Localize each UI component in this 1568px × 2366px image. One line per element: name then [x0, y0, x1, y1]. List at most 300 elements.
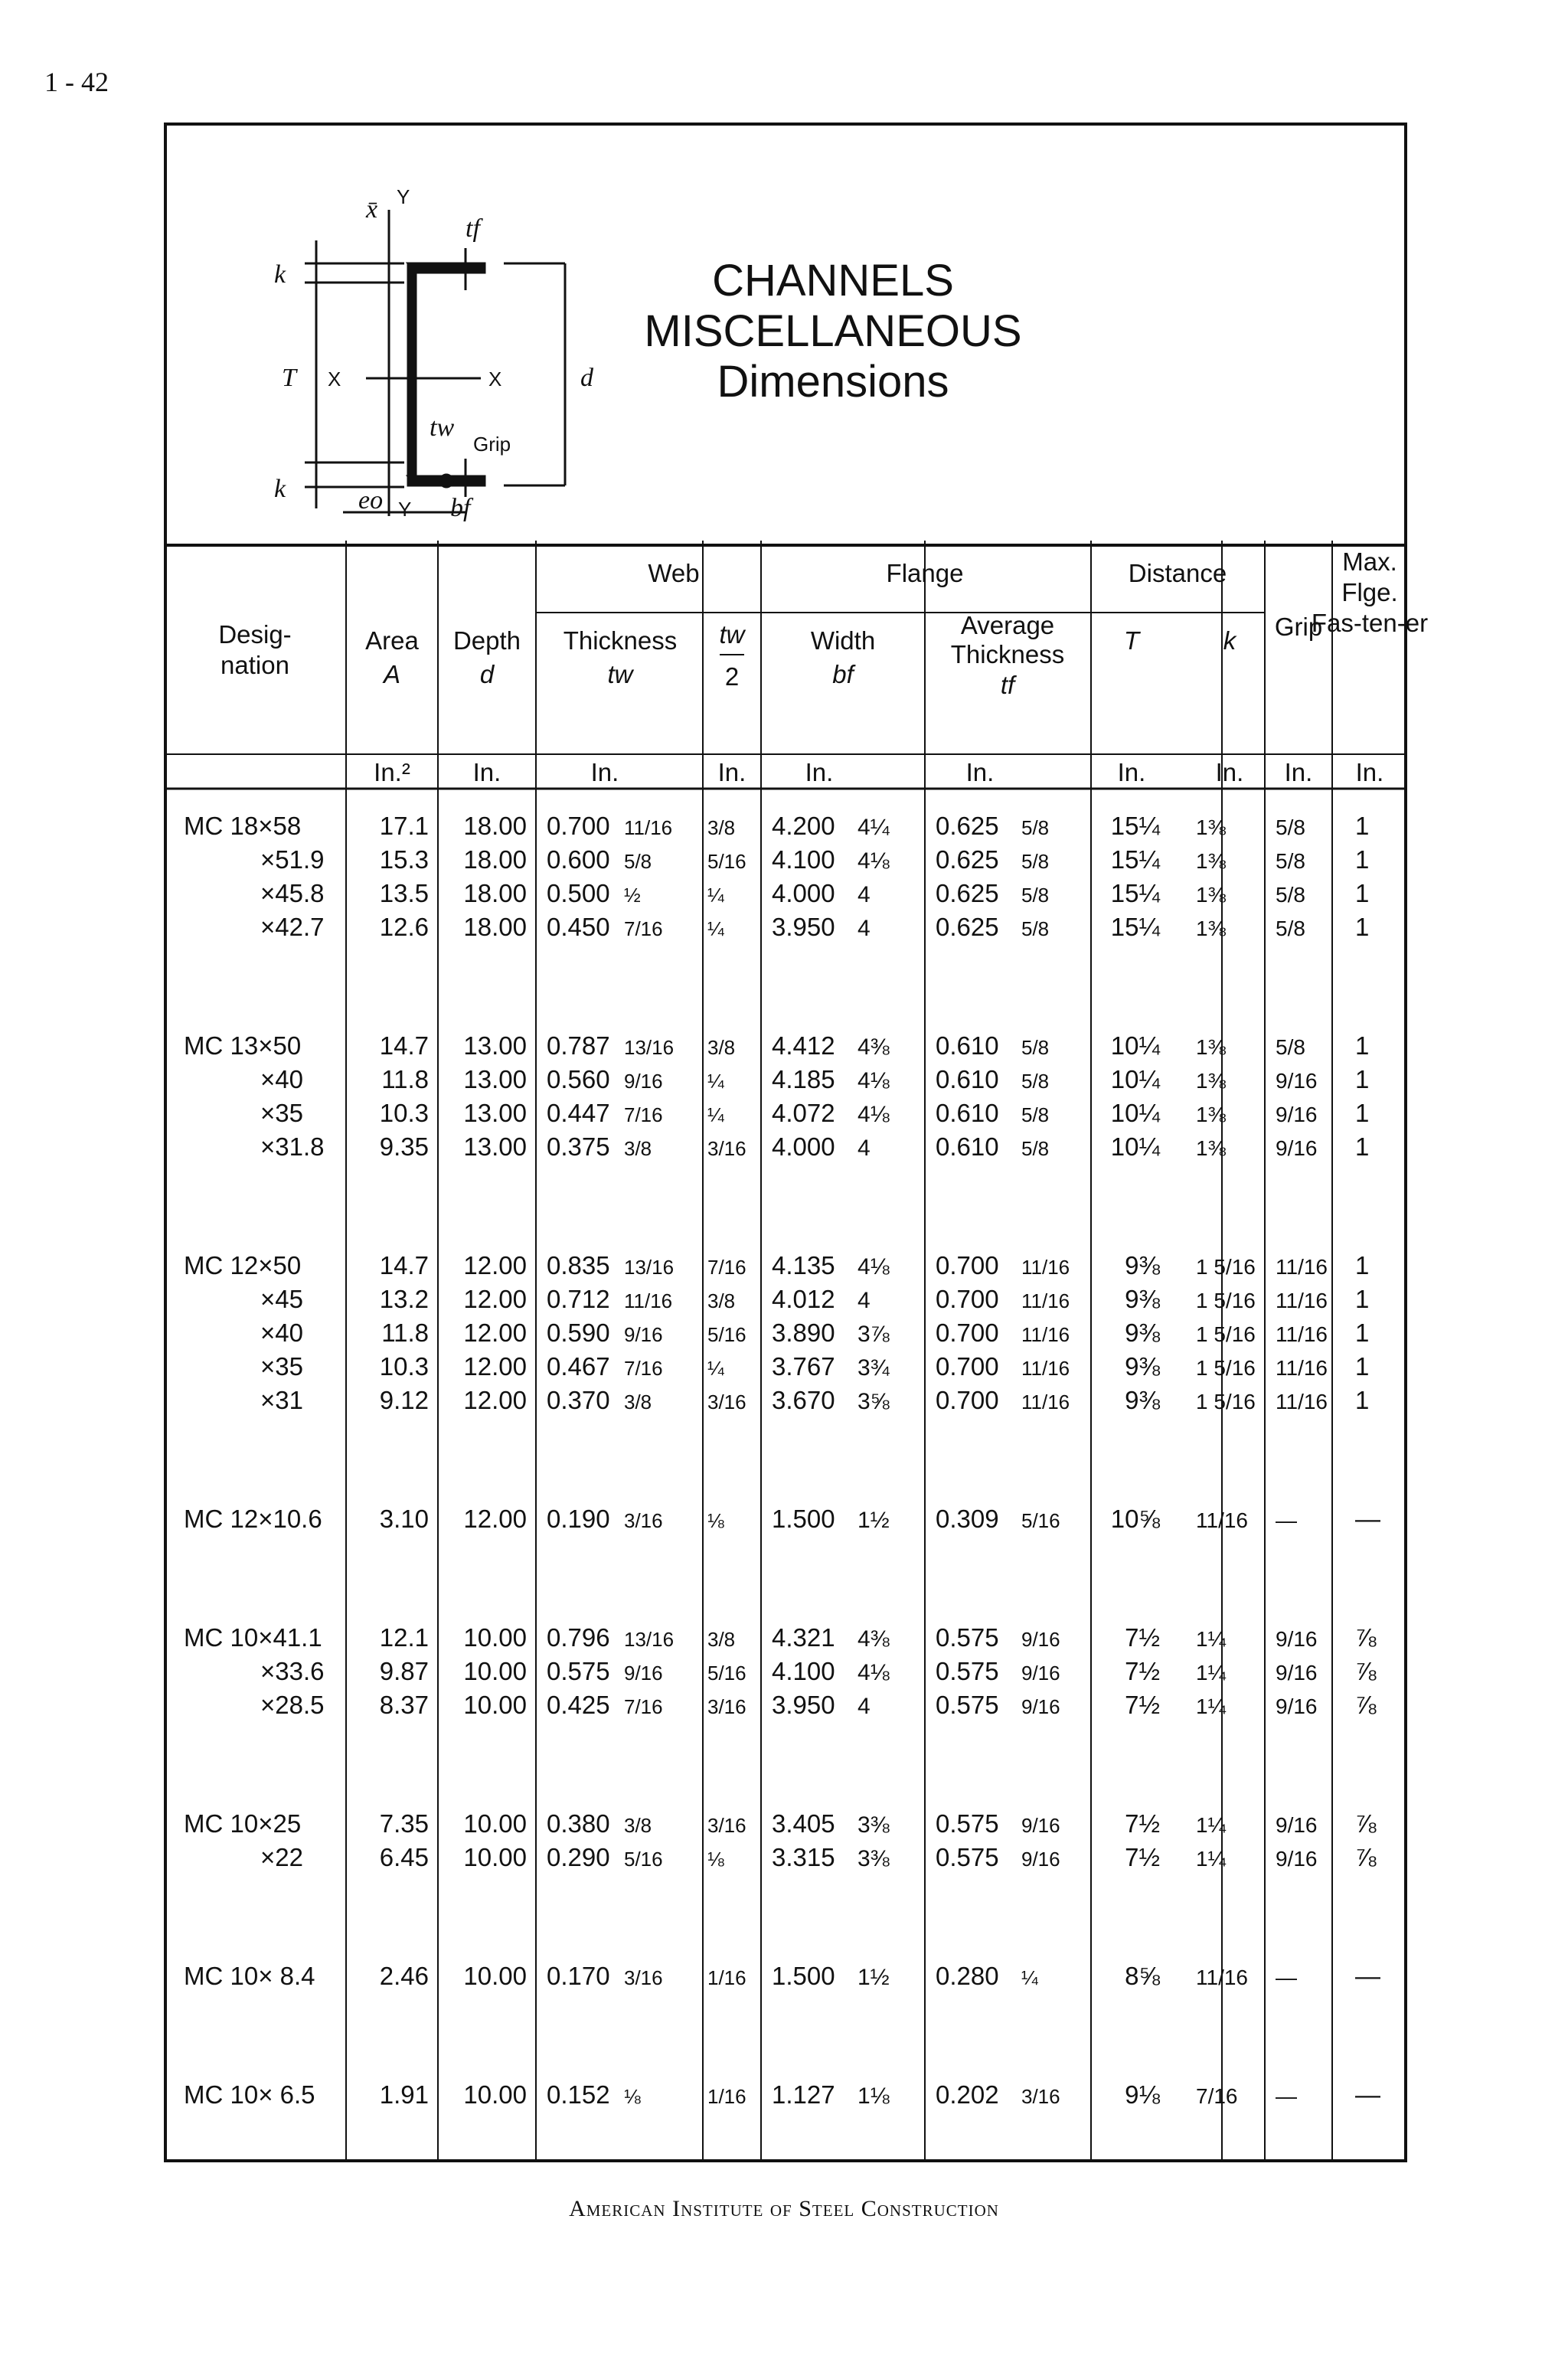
row-flange-thickness: 0.610: [936, 1132, 999, 1161]
row-flange-thickness: 0.575: [936, 1809, 999, 1838]
row-web-thickness: 0.835: [547, 1251, 610, 1279]
row-flange-width: 4.135: [772, 1251, 835, 1279]
row-distance-k: 1¼: [1196, 1847, 1226, 1871]
row-distance-T: 7½: [1125, 1843, 1160, 1871]
row-flange-width-fraction: 3⅜: [858, 1846, 890, 1871]
row-flange-width-fraction: 4⅛: [858, 1102, 890, 1127]
row-flange-thickness-fraction: 11/16: [1021, 1256, 1070, 1279]
fig-label-T: T: [282, 364, 296, 392]
row-grip: 5/8: [1276, 849, 1305, 873]
row-web-thickness-fraction: 3/16: [624, 1966, 663, 1989]
row-flange-thickness: 0.700: [936, 1352, 999, 1381]
row-designation: MC 12×10.6: [184, 1505, 322, 1533]
row-distance-T: 10¼: [1110, 1031, 1160, 1060]
row-flange-thickness: 0.700: [936, 1319, 999, 1347]
row-flange-width-fraction: 4⅜: [858, 1034, 890, 1060]
row-distance-k: 1¼: [1196, 1661, 1226, 1685]
row-web-thickness-fraction: 13/16: [624, 1036, 675, 1059]
row-depth: 12.00: [463, 1285, 527, 1313]
fig-label-d: d: [580, 364, 593, 392]
row-web-thickness-fraction: 3/8: [624, 1137, 652, 1160]
row-designation: ×42.7: [260, 913, 325, 941]
row-grip: 9/16: [1276, 1661, 1318, 1685]
row-grip: 11/16: [1276, 1356, 1328, 1380]
row-flange-width: 1.500: [772, 1505, 835, 1533]
row-distance-k: 1⅜: [1196, 883, 1226, 907]
row-grip: 9/16: [1276, 1847, 1318, 1871]
header-fastener-2: Flge.: [1341, 578, 1398, 606]
header-area: Area: [365, 626, 419, 655]
row-depth: 13.00: [463, 1099, 527, 1127]
row-fastener: 1: [1355, 1065, 1370, 1093]
header-flange: Flange: [886, 559, 964, 587]
row-designation: ×28.5: [260, 1691, 325, 1719]
row-tw-half: 3/16: [707, 1137, 746, 1160]
row-flange-thickness: 0.700: [936, 1386, 999, 1414]
row-grip: —: [1276, 2084, 1297, 2108]
header-avg-thickness-1: Average: [960, 611, 1055, 639]
units-label: In.: [805, 758, 834, 786]
row-flange-width-fraction: 4⅛: [858, 1254, 890, 1279]
row-web-thickness: 0.290: [547, 1843, 610, 1871]
row-flange-thickness: 0.575: [936, 1691, 999, 1719]
row-distance-k: 1¼: [1196, 1627, 1226, 1651]
row-flange-width: 4.185: [772, 1065, 835, 1093]
row-area: 9.35: [379, 1132, 429, 1161]
row-web-thickness: 0.370: [547, 1386, 610, 1414]
row-designation: ×22: [260, 1843, 303, 1871]
row-web-thickness: 0.467: [547, 1352, 610, 1381]
header-designation-2: nation: [220, 651, 289, 679]
row-web-thickness: 0.425: [547, 1691, 610, 1719]
row-fastener: ⅞: [1355, 1691, 1377, 1719]
row-fastener: —: [1355, 1505, 1380, 1533]
row-fastener: 1: [1355, 1285, 1370, 1313]
row-depth: 10.00: [463, 1657, 527, 1685]
row-distance-T: 9⅛: [1125, 2080, 1160, 2109]
units-label: In.: [1215, 758, 1244, 786]
fig-label-tw: tw: [430, 413, 455, 442]
row-web-thickness-fraction: 5/16: [624, 1848, 663, 1871]
row-distance-k: 1 5/16: [1196, 1289, 1256, 1312]
row-area: 6.45: [379, 1843, 429, 1871]
row-fastener: 1: [1355, 913, 1370, 941]
row-area: 13.5: [379, 879, 429, 907]
row-designation: ×45.8: [260, 879, 325, 907]
row-flange-thickness: 0.625: [936, 913, 999, 941]
row-distance-T: 9⅜: [1125, 1285, 1160, 1313]
units-label: In.: [965, 758, 995, 786]
row-flange-width: 1.127: [772, 2080, 835, 2109]
row-flange-thickness-fraction: 5/8: [1021, 1036, 1050, 1059]
header-k: k: [1223, 626, 1236, 655]
row-flange-thickness: 0.625: [936, 845, 999, 874]
row-distance-T: 10¼: [1110, 1065, 1160, 1093]
row-web-thickness: 0.447: [547, 1099, 610, 1127]
row-web-thickness-fraction: 7/16: [624, 1695, 663, 1718]
row-area: 3.10: [379, 1505, 429, 1533]
row-grip: 5/8: [1276, 1035, 1305, 1059]
row-distance-T: 9⅜: [1125, 1352, 1160, 1381]
row-distance-k: 1⅜: [1196, 1069, 1226, 1093]
row-flange-thickness: 0.280: [936, 1962, 999, 1990]
row-flange-thickness-fraction: 5/8: [1021, 850, 1050, 873]
row-flange-thickness-fraction: 5/8: [1021, 917, 1050, 940]
row-fastener: ⅞: [1355, 1657, 1377, 1685]
row-distance-T: 10¼: [1110, 1099, 1160, 1127]
row-flange-width-fraction: 3¾: [858, 1355, 890, 1381]
row-web-thickness-fraction: 9/16: [624, 1070, 663, 1093]
header-grip: Grip: [1274, 613, 1323, 641]
row-flange-width: 4.200: [772, 812, 835, 840]
fig-label-x-right: X: [488, 368, 502, 391]
row-area: 7.35: [379, 1809, 429, 1838]
row-distance-k: 1 5/16: [1196, 1255, 1256, 1279]
row-flange-width: 4.000: [772, 879, 835, 907]
row-area: 9.12: [379, 1386, 429, 1414]
row-distance-T: 9⅜: [1125, 1251, 1160, 1279]
row-designation: ×40: [260, 1065, 303, 1093]
row-grip: 5/8: [1276, 815, 1305, 839]
header-avg-thickness-2: Thickness: [950, 640, 1065, 668]
row-distance-T: 7½: [1125, 1691, 1160, 1719]
row-depth: 13.00: [463, 1132, 527, 1161]
row-tw-half: 3/8: [707, 1289, 736, 1312]
row-depth: 10.00: [463, 2080, 527, 2109]
row-depth: 12.00: [463, 1352, 527, 1381]
row-flange-width: 3.670: [772, 1386, 835, 1414]
row-web-thickness-fraction: 7/16: [624, 1103, 663, 1126]
row-flange-thickness-fraction: 9/16: [1021, 1814, 1060, 1837]
header-web-thickness-symbol: tw: [607, 660, 633, 688]
row-designation: MC 10× 6.5: [184, 2080, 315, 2109]
row-designation: MC 10× 8.4: [184, 1962, 315, 1990]
row-area: 10.3: [379, 1099, 429, 1127]
row-flange-width-fraction: 1½: [858, 1965, 890, 1990]
row-web-thickness-fraction: 11/16: [624, 1289, 673, 1312]
row-designation: ×35: [260, 1099, 303, 1127]
row-flange-thickness-fraction: 11/16: [1021, 1391, 1070, 1413]
fig-label-k-top: k: [274, 260, 286, 289]
row-area: 13.2: [379, 1285, 429, 1313]
row-designation: ×45: [260, 1285, 303, 1313]
header-flange-width: Width: [810, 626, 876, 655]
row-web-thickness-fraction: 11/16: [624, 816, 673, 839]
row-designation: MC 10×25: [184, 1809, 302, 1838]
row-area: 8.37: [379, 1691, 429, 1719]
row-flange-thickness: 0.575: [936, 1657, 999, 1685]
fig-label-y-top: Y: [397, 185, 410, 208]
row-designation: ×35: [260, 1352, 303, 1381]
row-grip: 11/16: [1276, 1322, 1328, 1346]
row-area: 17.1: [379, 812, 429, 840]
row-tw-half: 7/16: [707, 1256, 746, 1279]
row-flange-width-fraction: 4⅛: [858, 848, 890, 874]
row-flange-width: 4.412: [772, 1031, 835, 1060]
row-web-thickness: 0.152: [547, 2080, 610, 2109]
row-web-thickness: 0.575: [547, 1657, 610, 1685]
row-flange-width: 3.950: [772, 1691, 835, 1719]
row-fastener: ⅞: [1355, 1809, 1377, 1838]
units-label: In.: [472, 758, 501, 786]
row-flange-thickness-fraction: 3/16: [1021, 2085, 1060, 2108]
row-distance-T: 10⅝: [1110, 1505, 1160, 1533]
row-flange-width-fraction: 3⅜: [858, 1812, 890, 1838]
row-grip: —: [1276, 1966, 1297, 1989]
row-fastener: ⅞: [1355, 1623, 1377, 1652]
row-flange-thickness: 0.700: [936, 1285, 999, 1313]
row-distance-T: 9⅜: [1125, 1319, 1160, 1347]
row-designation: ×40: [260, 1319, 303, 1347]
fig-label-bf: bf: [450, 494, 471, 522]
row-grip: 11/16: [1276, 1390, 1328, 1413]
row-tw-half: 3/8: [707, 1628, 736, 1651]
row-flange-width: 3.950: [772, 913, 835, 941]
row-distance-k: 11/16: [1196, 1966, 1248, 1989]
row-distance-k: 11/16: [1196, 1508, 1248, 1532]
row-depth: 10.00: [463, 1962, 527, 1990]
row-designation: ×31: [260, 1386, 303, 1414]
row-grip: 11/16: [1276, 1289, 1328, 1312]
row-fastener: ⅞: [1355, 1843, 1377, 1871]
row-flange-width-fraction: 3⅝: [858, 1389, 890, 1414]
row-fastener: 1: [1355, 1031, 1370, 1060]
row-web-thickness: 0.787: [547, 1031, 610, 1060]
row-web-thickness: 0.170: [547, 1962, 610, 1990]
row-distance-k: 1¼: [1196, 1694, 1226, 1718]
row-flange-width-fraction: 3⅞: [858, 1322, 890, 1347]
row-distance-k: 1⅜: [1196, 849, 1226, 873]
row-tw-half: ¼: [707, 917, 724, 940]
fig-label-y-bottom: Y: [398, 498, 412, 521]
row-grip: 9/16: [1276, 1627, 1318, 1651]
fig-label-x-left: X: [328, 368, 341, 391]
row-tw-half: 3/16: [707, 1391, 746, 1413]
row-tw-half: ¼: [707, 1070, 724, 1093]
row-flange-thickness-fraction: 9/16: [1021, 1848, 1060, 1871]
row-flange-thickness-fraction: 5/8: [1021, 1137, 1050, 1160]
row-fastener: 1: [1355, 812, 1370, 840]
row-flange-thickness: 0.575: [936, 1623, 999, 1652]
row-tw-half: 3/8: [707, 1036, 736, 1059]
row-distance-T: 15¼: [1110, 879, 1160, 907]
row-depth: 18.00: [463, 845, 527, 874]
row-distance-k: 1⅜: [1196, 1136, 1226, 1160]
row-distance-k: 1⅜: [1196, 917, 1226, 940]
header-tw2-denominator: 2: [724, 662, 740, 691]
row-fastener: 1: [1355, 1132, 1370, 1161]
row-flange-width-fraction: 1⅛: [858, 2083, 890, 2109]
row-distance-T: 9⅜: [1125, 1386, 1160, 1414]
units-label: In.: [717, 758, 746, 786]
row-flange-width-fraction: 4: [858, 916, 871, 941]
row-flange-width: 3.890: [772, 1319, 835, 1347]
row-flange-thickness: 0.625: [936, 812, 999, 840]
header-fastener-1: Max.: [1342, 547, 1397, 576]
row-flange-width-fraction: 4¼: [858, 815, 890, 840]
row-flange-thickness-fraction: 5/8: [1021, 884, 1050, 907]
row-depth: 13.00: [463, 1065, 527, 1093]
row-depth: 12.00: [463, 1386, 527, 1414]
row-grip: 9/16: [1276, 1813, 1318, 1837]
row-flange-thickness: 0.700: [936, 1251, 999, 1279]
row-depth: 10.00: [463, 1691, 527, 1719]
header-flange-width-symbol: bf: [832, 660, 854, 688]
row-depth: 12.00: [463, 1251, 527, 1279]
row-tw-half: 3/16: [707, 1695, 746, 1718]
row-web-thickness-fraction: ½: [624, 884, 641, 907]
row-flange-thickness-fraction: 9/16: [1021, 1695, 1060, 1718]
row-area: 12.1: [379, 1623, 429, 1652]
row-grip: 5/8: [1276, 917, 1305, 940]
header-designation-1: Desig-: [218, 620, 292, 649]
fig-label-tf: tf: [466, 214, 480, 243]
row-web-thickness-fraction: 7/16: [624, 917, 663, 940]
row-web-thickness: 0.560: [547, 1065, 610, 1093]
row-designation: ×33.6: [260, 1657, 325, 1685]
row-distance-k: 1⅜: [1196, 1103, 1226, 1126]
row-web-thickness: 0.712: [547, 1285, 610, 1313]
row-depth: 12.00: [463, 1319, 527, 1347]
header-T: T: [1123, 626, 1140, 655]
fig-label-eo: eo: [358, 486, 384, 515]
row-distance-T: 15¼: [1110, 913, 1160, 941]
row-flange-thickness-fraction: 5/16: [1021, 1509, 1060, 1532]
row-flange-thickness: 0.202: [936, 2080, 999, 2109]
page-number: 1 - 42: [44, 67, 109, 97]
row-depth: 18.00: [463, 812, 527, 840]
row-tw-half: 5/16: [707, 850, 746, 873]
row-flange-thickness: 0.309: [936, 1505, 999, 1533]
header-web: Web: [648, 559, 700, 587]
row-designation: MC 18×58: [184, 812, 302, 840]
row-flange-width: 4.012: [772, 1285, 835, 1313]
row-flange-width: 3.405: [772, 1809, 835, 1838]
row-web-thickness-fraction: 5/8: [624, 850, 652, 873]
row-fastener: 1: [1355, 1319, 1370, 1347]
row-distance-k: 1 5/16: [1196, 1356, 1256, 1380]
row-designation: ×31.8: [260, 1132, 325, 1161]
header-depth-symbol: d: [479, 660, 495, 688]
header-fastener-3: Fas-ten-er: [1311, 609, 1429, 637]
row-tw-half: 1/16: [707, 1966, 746, 1989]
row-area: 1.91: [379, 2080, 429, 2109]
row-web-thickness: 0.450: [547, 913, 610, 941]
row-designation: ×51.9: [260, 845, 325, 874]
units-label: In.²: [374, 758, 410, 786]
row-distance-T: 10¼: [1110, 1132, 1160, 1161]
row-designation: MC 10×41.1: [184, 1623, 322, 1652]
row-flange-width-fraction: 4: [858, 1136, 871, 1161]
row-web-thickness-fraction: 13/16: [624, 1628, 675, 1651]
row-tw-half: 3/16: [707, 1814, 746, 1837]
row-fastener: 1: [1355, 879, 1370, 907]
row-web-thickness: 0.700: [547, 812, 610, 840]
row-distance-k: 1 5/16: [1196, 1390, 1256, 1413]
row-flange-thickness-fraction: 11/16: [1021, 1289, 1070, 1312]
row-flange-width-fraction: 4: [858, 882, 871, 907]
row-grip: 9/16: [1276, 1694, 1318, 1718]
row-depth: 12.00: [463, 1505, 527, 1533]
units-label: In.: [1117, 758, 1146, 786]
row-flange-thickness-fraction: 5/8: [1021, 1103, 1050, 1126]
row-web-thickness-fraction: 13/16: [624, 1256, 675, 1279]
row-web-thickness: 0.500: [547, 879, 610, 907]
row-area: 11.8: [381, 1065, 429, 1093]
row-depth: 18.00: [463, 879, 527, 907]
row-distance-k: 1 5/16: [1196, 1322, 1256, 1346]
row-flange-thickness-fraction: 9/16: [1021, 1662, 1060, 1685]
fig-label-grip: Grip: [473, 433, 511, 456]
row-flange-thickness-fraction: 9/16: [1021, 1628, 1060, 1651]
row-flange-width-fraction: 4⅜: [858, 1626, 890, 1652]
row-web-thickness-fraction: 3/8: [624, 1391, 652, 1413]
row-area: 14.7: [379, 1251, 429, 1279]
row-area: 12.6: [379, 913, 429, 941]
row-distance-T: 15¼: [1110, 845, 1160, 874]
row-grip: 9/16: [1276, 1103, 1318, 1126]
row-tw-half: ¼: [707, 1103, 724, 1126]
row-distance-k: 7/16: [1196, 2084, 1238, 2108]
title-line-3: Dimensions: [717, 357, 949, 407]
row-distance-T: 7½: [1125, 1623, 1160, 1652]
row-tw-half: 1/16: [707, 2085, 746, 2108]
row-flange-width: 4.072: [772, 1099, 835, 1127]
row-depth: 10.00: [463, 1809, 527, 1838]
row-web-thickness: 0.600: [547, 845, 610, 874]
row-flange-width: 4.100: [772, 845, 835, 874]
row-flange-thickness-fraction: 11/16: [1021, 1323, 1070, 1346]
row-fastener: 1: [1355, 1352, 1370, 1381]
row-tw-half: ¼: [707, 884, 724, 907]
row-flange-width: 3.315: [772, 1843, 835, 1871]
row-grip: —: [1276, 1508, 1297, 1532]
units-label: In.: [590, 758, 619, 786]
row-fastener: —: [1355, 2080, 1380, 2109]
row-web-thickness: 0.380: [547, 1809, 610, 1838]
row-fastener: 1: [1355, 1251, 1370, 1279]
units-label: In.: [1284, 758, 1313, 786]
row-distance-k: 1⅜: [1196, 815, 1226, 839]
row-flange-thickness-fraction: ¼: [1021, 1966, 1038, 1989]
row-distance-k: 1¼: [1196, 1813, 1226, 1837]
row-tw-half: ⅛: [707, 1509, 724, 1532]
row-area: 9.87: [379, 1657, 429, 1685]
row-designation: MC 13×50: [184, 1031, 302, 1060]
row-distance-T: 7½: [1125, 1809, 1160, 1838]
row-flange-thickness: 0.575: [936, 1843, 999, 1871]
row-area: 2.46: [379, 1962, 429, 1990]
row-grip: 9/16: [1276, 1136, 1318, 1160]
row-flange-width: 4.000: [772, 1132, 835, 1161]
row-designation: MC 12×50: [184, 1251, 302, 1279]
footer-publisher: American Institute of Steel Construction: [569, 2196, 999, 2221]
row-fastener: 1: [1355, 1099, 1370, 1127]
row-grip: 9/16: [1276, 1069, 1318, 1093]
row-flange-width-fraction: 4: [858, 1694, 871, 1719]
row-flange-thickness: 0.610: [936, 1065, 999, 1093]
row-web-thickness-fraction: ⅛: [624, 2085, 641, 2108]
row-area: 15.3: [379, 845, 429, 874]
row-fastener: 1: [1355, 845, 1370, 874]
row-distance-T: 15¼: [1110, 812, 1160, 840]
row-flange-width: 4.100: [772, 1657, 835, 1685]
row-flange-thickness: 0.610: [936, 1031, 999, 1060]
row-flange-thickness-fraction: 5/8: [1021, 816, 1050, 839]
row-flange-width: 4.321: [772, 1623, 835, 1652]
row-flange-thickness: 0.625: [936, 879, 999, 907]
row-grip: 5/8: [1276, 883, 1305, 907]
